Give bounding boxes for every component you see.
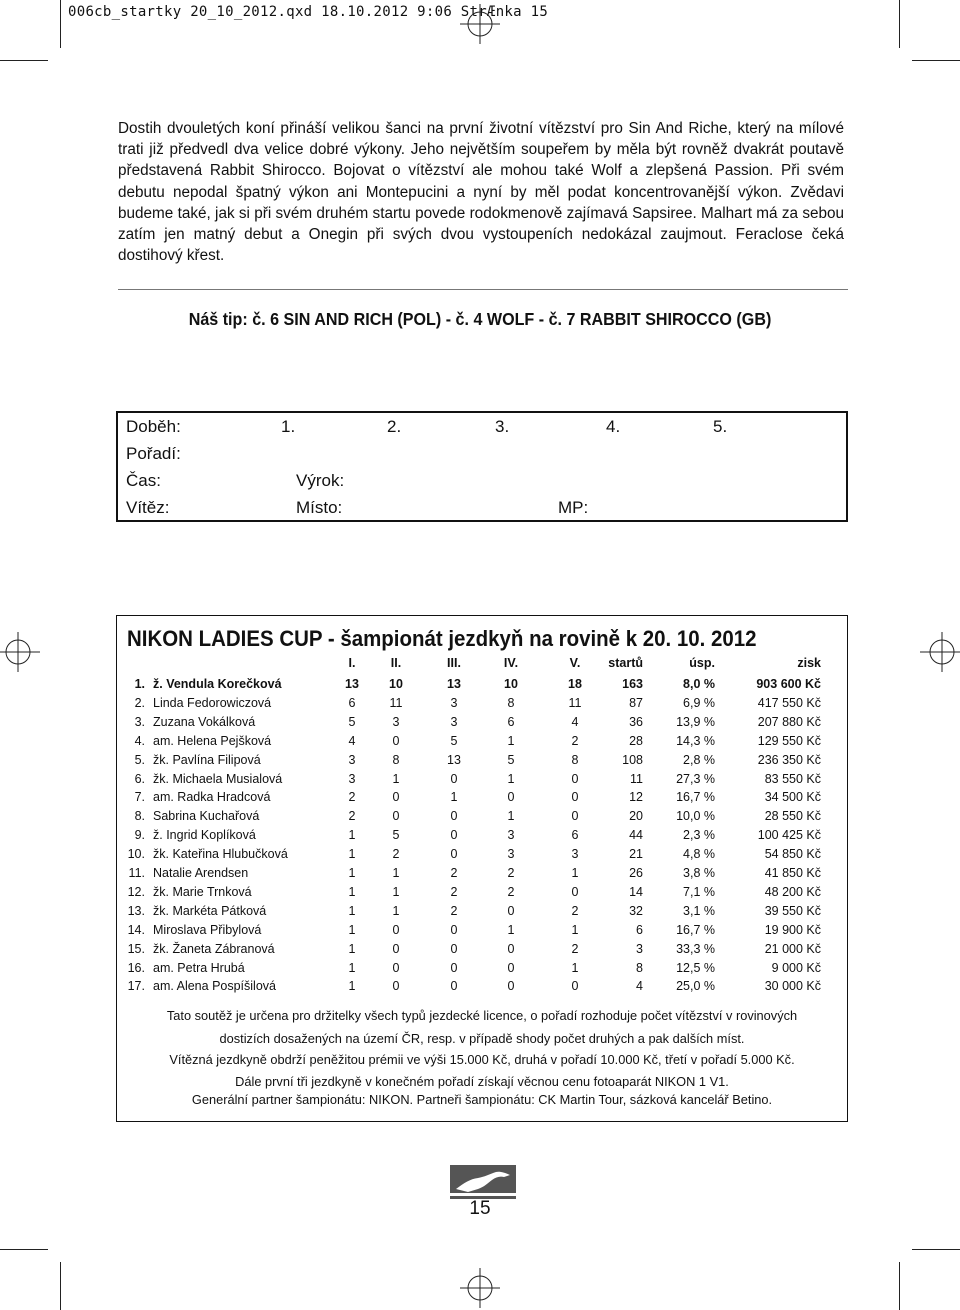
rider-name: am. Alena Pospíšilová	[153, 979, 276, 994]
prize: 9 000 Kč	[771, 960, 821, 975]
wins-2: 8	[392, 752, 400, 767]
wins-2: 10	[389, 677, 403, 691]
wins-4: 1	[507, 771, 515, 786]
rank: 1.	[134, 677, 145, 691]
rider-name: žk. Marie Trnková	[153, 884, 252, 899]
standings-row	[117, 677, 847, 696]
wins-2: 0	[392, 941, 400, 956]
rank: 15.	[127, 941, 145, 956]
place-1: 1.	[281, 417, 296, 436]
wins-1: 1	[348, 866, 356, 880]
starts: 36	[629, 714, 643, 729]
standings-row	[117, 942, 847, 961]
wins-5: 11	[568, 695, 582, 710]
wins-3: 0	[450, 922, 458, 937]
wins-5: 2	[571, 733, 579, 748]
rider-name: žk. Žaneta Zábranová	[153, 941, 275, 956]
starts: 26	[629, 866, 643, 880]
wins-3: 2	[450, 866, 458, 880]
success-rate: 14,3 %	[676, 733, 715, 748]
success-rate: 6,9 %	[683, 695, 715, 710]
success-rate: 16,7 %	[676, 922, 715, 937]
wins-1: 1	[348, 941, 356, 956]
race-result-box	[116, 411, 848, 522]
wins-5: 4	[571, 714, 579, 729]
success-rate: 7,1 %	[683, 884, 715, 899]
wins-2: 1	[392, 771, 400, 786]
standings-row	[117, 772, 847, 791]
prize: 83 550 Kč	[764, 771, 821, 786]
wins-1: 2	[348, 809, 356, 824]
wins-4: 1	[507, 922, 515, 937]
standings-row	[117, 809, 847, 828]
wins-5: 0	[571, 809, 579, 824]
wins-5: 6	[571, 828, 579, 843]
rank: 12.	[127, 884, 145, 899]
registration-mark-right-icon	[920, 632, 960, 672]
rider-name: žk. Markéta Pátková	[153, 903, 267, 918]
standings-row	[117, 979, 847, 998]
prize: 48 200 Kč	[764, 884, 821, 899]
rider-name: Natalie Arendsen	[153, 866, 249, 880]
wins-1: 13	[345, 677, 359, 691]
wins-1: 1	[348, 922, 356, 937]
wins-4: 0	[507, 960, 515, 975]
success-rate: 4,8 %	[683, 847, 715, 862]
time-label: Čas:	[126, 471, 161, 490]
success-rate: 3,8 %	[683, 866, 715, 880]
wins-2: 0	[392, 922, 400, 937]
registration-mark-bottom-icon	[460, 1268, 500, 1308]
wins-3: 2	[450, 884, 458, 899]
wins-4: 0	[507, 790, 515, 805]
prize: 39 550 Kč	[764, 903, 821, 918]
starts: 20	[629, 809, 643, 824]
success-rate: 12,5 %	[676, 960, 715, 975]
standings-row	[117, 790, 847, 809]
wins-3: 13	[447, 677, 461, 691]
wins-1: 1	[348, 828, 356, 843]
success-rate: 27,3 %	[676, 771, 715, 786]
wins-5: 1	[571, 866, 579, 880]
success-rate: 25,0 %	[676, 979, 715, 994]
cup-note-3: Vítězná jezdkyně obdrží peněžitou prémii ve výši 15.000 Kč, druhá v pořadí 10.000 Kč, třetí v pořadí 5.000 Kč.	[169, 1052, 795, 1067]
wins-2: 0	[392, 733, 400, 748]
wins-1: 6	[348, 695, 356, 710]
wins-4: 1	[507, 733, 515, 748]
wins-2: 1	[392, 866, 400, 880]
wins-2: 0	[392, 790, 400, 805]
prize: 417 550 Kč	[757, 695, 821, 710]
crop-mark-bottom-left-v	[60, 1262, 61, 1310]
crop-mark-bottom-right-v	[899, 1262, 900, 1310]
place-5: 5.	[713, 417, 728, 436]
rider-name: Sabrina Kuchařová	[153, 809, 260, 824]
starts: 163	[622, 677, 643, 691]
winner-label: Vítěz:	[126, 498, 170, 517]
wins-5: 2	[571, 941, 579, 956]
prize: 28 550 Kč	[764, 809, 821, 824]
wins-2: 1	[392, 903, 400, 918]
wins-1: 5	[348, 714, 356, 729]
crop-mark-bottom-right-h	[912, 1249, 960, 1250]
wins-5: 8	[571, 752, 579, 767]
rider-name: Linda Fedorowiczová	[153, 695, 272, 710]
standings-row	[117, 923, 847, 942]
rider-name: žk. Kateřina Hlubučková	[153, 847, 288, 862]
wins-5: 3	[571, 847, 579, 862]
col-header-4: IV.	[503, 656, 519, 670]
wins-2: 2	[392, 847, 400, 862]
mp-label: MP:	[558, 498, 589, 517]
wins-3: 0	[450, 847, 458, 862]
wins-3: 0	[450, 809, 458, 824]
wins-1: 1	[348, 979, 356, 994]
success-rate: 33,3 %	[676, 941, 715, 956]
prize: 41 850 Kč	[764, 866, 821, 880]
standings-row	[117, 904, 847, 923]
wins-2: 5	[392, 828, 400, 843]
wins-4: 6	[507, 714, 515, 729]
starts: 28	[629, 733, 643, 748]
standings-row	[117, 847, 847, 866]
wins-1: 1	[348, 884, 356, 899]
crop-mark-top-right-h	[912, 60, 960, 61]
wins-5: 18	[568, 677, 582, 691]
cup-note-5: Generální partner šampionátu: NIKON. Partneři šampionátu: CK Martin Tour, sázková kancelář Betino.	[191, 1092, 773, 1107]
standings-row	[117, 961, 847, 980]
wins-1: 3	[348, 752, 356, 767]
wins-4: 10	[504, 677, 518, 691]
success-rate: 8,0 %	[683, 677, 715, 691]
order-label: Pořadí:	[126, 444, 181, 463]
wins-3: 0	[450, 941, 458, 956]
rider-name: ž. Vendula Korečková	[153, 677, 282, 691]
wins-3: 0	[450, 960, 458, 975]
starts: 6	[636, 922, 643, 937]
starts: 32	[629, 903, 643, 918]
wins-5: 2	[571, 903, 579, 918]
wins-4: 0	[507, 903, 515, 918]
success-rate: 13,9 %	[676, 714, 715, 729]
prize: 100 425 Kč	[757, 828, 821, 843]
cup-note-2: dostizích dosažených na území ČR, resp. v případě shody počet druhých a pak dalších míst.	[219, 1031, 745, 1046]
place-3: 3.	[495, 417, 510, 436]
success-rate: 2,3 %	[683, 828, 715, 843]
prize: 236 350 Kč	[757, 752, 821, 767]
prize: 54 850 Kč	[764, 847, 821, 862]
col-header-5: V.	[569, 656, 581, 670]
wins-2: 11	[389, 695, 403, 710]
col-header-1: I.	[348, 656, 356, 670]
wins-4: 2	[507, 866, 515, 880]
starts: 8	[636, 960, 643, 975]
standings-row	[117, 885, 847, 904]
wins-4: 2	[507, 884, 515, 899]
starts: 11	[630, 771, 643, 786]
success-rate: 3,1 %	[683, 903, 715, 918]
rank: 8.	[134, 809, 145, 824]
registration-mark-top-icon	[460, 4, 500, 44]
file-slug: 006cb_startky 20_10_2012.qxd 18.10.2012 9:06 StrÆnka 15	[68, 4, 549, 20]
place-label: Místo:	[296, 498, 343, 517]
wins-4: 5	[507, 752, 515, 767]
starts: 87	[629, 695, 643, 710]
race-preview-paragraph: Dostih dvouletých koní přináší velikou šanci na první životní vítězství pro Sin And Riche, který na mílové trati již předvedl dva velice dobré výkony. Jeho největším soupeřem by měla být rovněž dvakrát poutavě představená Rabbit Shirocco. Bojovat o vítězství ale mohou také Wolf a zlepšená Passion. Při svém debutu nepodal špatný výkon ani Montepucini a nyní by měl podat koncentrovanější výkon. Zvědavi budeme také, jak si při svém druhém startu povede rodokmenově zajímavá Sapsiree. Malhart má za sebou zatím jen matný debut a Onegin při svých dvou vystoupeních nedokázal zaujmout. Feraclose čeká dostihový křest.	[118, 120, 844, 265]
crop-mark-top-left-h	[0, 60, 48, 61]
divider	[118, 289, 848, 290]
rider-name: ž. Ingrid Koplíková	[153, 828, 256, 843]
rank: 3.	[134, 714, 145, 729]
starts: 21	[629, 847, 643, 862]
starts: 108	[622, 752, 643, 767]
cup-note-1: Tato soutěž je určena pro držitelky všech typů jezdecké licence, o pořadí rozhoduje počet vítězství v rovinových	[166, 1008, 798, 1023]
page-number: 15	[469, 1198, 491, 1219]
wins-4: 8	[507, 695, 515, 710]
success-rate: 10,0 %	[676, 809, 715, 824]
wins-1: 1	[348, 903, 356, 918]
wins-5: 0	[571, 979, 579, 994]
wins-4: 0	[507, 941, 515, 956]
verdict-label: Výrok:	[296, 471, 345, 490]
wins-4: 1	[507, 809, 515, 824]
place-2: 2.	[387, 417, 402, 436]
wins-5: 0	[571, 884, 579, 899]
finish-label: Doběh:	[126, 417, 181, 436]
wins-1: 3	[348, 771, 356, 786]
rider-name: Zuzana Vokálková	[153, 714, 256, 729]
wins-3: 0	[450, 828, 458, 843]
wins-3: 5	[450, 733, 458, 748]
crop-mark-top-left-v	[60, 0, 61, 48]
prize: 19 900 Kč	[764, 922, 821, 937]
rank: 10.	[127, 847, 145, 862]
rank: 9.	[134, 828, 145, 843]
rank: 17.	[127, 979, 145, 994]
starts: 3	[636, 941, 643, 956]
rank: 4.	[134, 733, 145, 748]
success-rate: 2,8 %	[683, 752, 715, 767]
wins-1: 1	[348, 847, 356, 862]
wins-2: 3	[392, 714, 400, 729]
registration-mark-left-icon	[0, 632, 40, 672]
wins-4: 0	[507, 979, 515, 994]
prize: 34 500 Kč	[764, 790, 821, 805]
wins-4: 3	[507, 847, 515, 862]
wins-5: 1	[571, 960, 579, 975]
rider-name: am. Helena Pejšková	[153, 733, 272, 748]
wins-2: 0	[392, 960, 400, 975]
starts: 4	[636, 979, 643, 994]
wins-5: 0	[571, 771, 579, 786]
rank: 7.	[134, 790, 145, 805]
rider-name: žk. Michaela Musialová	[153, 771, 283, 786]
standings-row	[117, 734, 847, 753]
col-header-3: III.	[447, 656, 461, 670]
standings-row	[117, 715, 847, 734]
rider-name: am. Radka Hradcová	[153, 790, 271, 805]
prize: 129 550 Kč	[757, 733, 821, 748]
wins-1: 1	[348, 960, 356, 975]
wins-3: 0	[450, 979, 458, 994]
standings-row	[117, 866, 847, 885]
wins-1: 2	[348, 790, 356, 805]
cup-note-4: Dále první tři jezdkyně v konečném pořadí získají věcnou cenu fotoaparát NIKON 1 V1.	[235, 1074, 729, 1089]
ladies-cup-box	[116, 615, 848, 1122]
starts: 14	[629, 884, 643, 899]
starts: 12	[629, 790, 643, 805]
wins-3: 2	[450, 903, 458, 918]
wins-3: 3	[450, 695, 458, 710]
wins-1: 4	[348, 733, 356, 748]
col-header-starts: startů	[608, 656, 643, 670]
place-4: 4.	[606, 417, 621, 436]
standings-row	[117, 828, 847, 847]
crop-mark-bottom-left-h	[0, 1249, 48, 1250]
wins-5: 0	[571, 790, 579, 805]
rank: 16.	[127, 960, 145, 975]
rank: 6.	[134, 771, 145, 786]
cup-title: NIKON LADIES CUP - šampionát jezdkyň na rovině k 20. 10. 2012	[127, 626, 757, 651]
prize: 207 880 Kč	[757, 714, 821, 729]
rider-name: žk. Pavlína Filipová	[153, 752, 261, 767]
prize: 30 000 Kč	[764, 979, 821, 994]
col-header-prize: zisk	[797, 656, 821, 670]
prize: 903 600 Kč	[756, 677, 821, 691]
prize: 21 000 Kč	[764, 941, 821, 956]
tip-line: Náš tip: č. 6 SIN AND RICH (POL) - č. 4 WOLF - č. 7 RABBIT SHIROCCO (GB)	[188, 309, 772, 329]
rank: 14.	[127, 922, 145, 937]
wins-2: 0	[392, 979, 400, 994]
col-header-success: úsp.	[689, 656, 715, 670]
wins-3: 1	[450, 790, 458, 805]
rank: 5.	[134, 752, 145, 767]
rank: 13.	[127, 903, 145, 918]
standings-row	[117, 696, 847, 715]
wins-2: 1	[392, 884, 400, 899]
col-header-2: II.	[390, 656, 402, 670]
wins-5: 1	[571, 922, 579, 937]
success-rate: 16,7 %	[676, 790, 715, 805]
rider-name: am. Petra Hrubá	[153, 960, 245, 975]
rider-name: Miroslava Přibylová	[153, 922, 262, 937]
wins-2: 0	[392, 809, 400, 824]
horse-racing-logo-icon	[450, 1165, 516, 1199]
standings-row	[117, 753, 847, 772]
wins-3: 3	[450, 714, 458, 729]
wins-3: 13	[447, 752, 461, 767]
rank: 2.	[134, 695, 145, 710]
wins-3: 0	[450, 771, 458, 786]
crop-mark-top-right-v	[899, 0, 900, 48]
starts: 44	[629, 828, 643, 843]
rank: 11.	[128, 866, 145, 880]
wins-4: 3	[507, 828, 515, 843]
